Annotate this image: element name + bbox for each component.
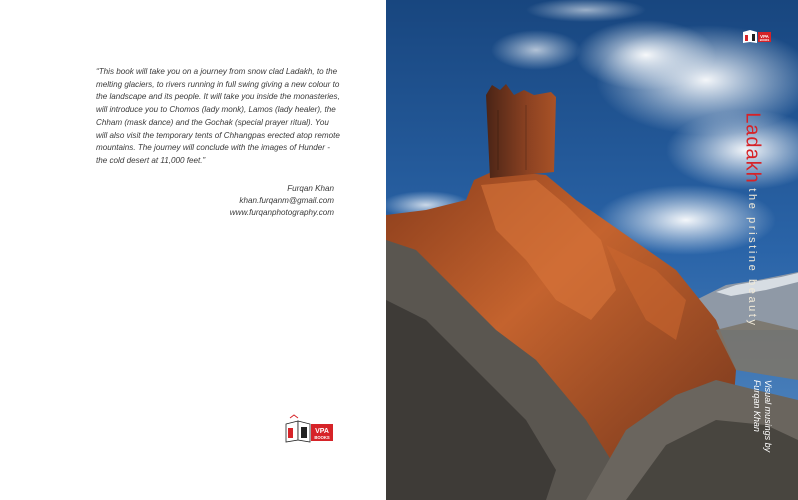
book-icon <box>743 30 757 43</box>
credit-line-2: Furqan Khan <box>752 379 762 432</box>
publisher-logo-front <box>742 26 772 44</box>
credit-line-1: Visual musings by <box>763 379 773 453</box>
fort-tower <box>486 84 556 178</box>
author-name: Furqan Khan <box>287 184 334 193</box>
front-cover <box>386 0 798 500</box>
logo-text-bottom: BOOKS <box>759 39 770 43</box>
author-credit <box>751 380 773 452</box>
logo-text-bottom: BOOKS <box>314 435 330 440</box>
logo-text-top: VPA <box>760 34 769 39</box>
logo-text-top: VPA <box>315 428 329 435</box>
book-icon <box>286 415 310 442</box>
author-website: www.furqanphotography.com <box>229 208 334 218</box>
publisher-logo <box>284 414 334 444</box>
cover-title: Ladakh <box>741 112 764 184</box>
author-email: khan.furqanm@gmail.com <box>239 196 334 206</box>
cover-subtitle: the pristine beauty <box>746 188 758 328</box>
back-cover-blurb: “This book will take you on a journey from snow clad Ladakh, to the melting glaciers, to rivers running in full swing giving a new colour to the landscape and its people. It will take you inside the monasteries, will introduce you to Chomos (lady monk), Lamos (lady healer), the Chham (mask dance) and the Gochak (special prayer ritual). You will also visit the temporary tents of Chhangpas erected atop remote mountains. The journey will conclude with the images of Hunder - the cold desert at 11,000 feet.” <box>96 67 340 165</box>
back-cover <box>0 0 386 500</box>
author-contact-block <box>230 183 334 220</box>
cover-photo-fort <box>386 0 798 500</box>
